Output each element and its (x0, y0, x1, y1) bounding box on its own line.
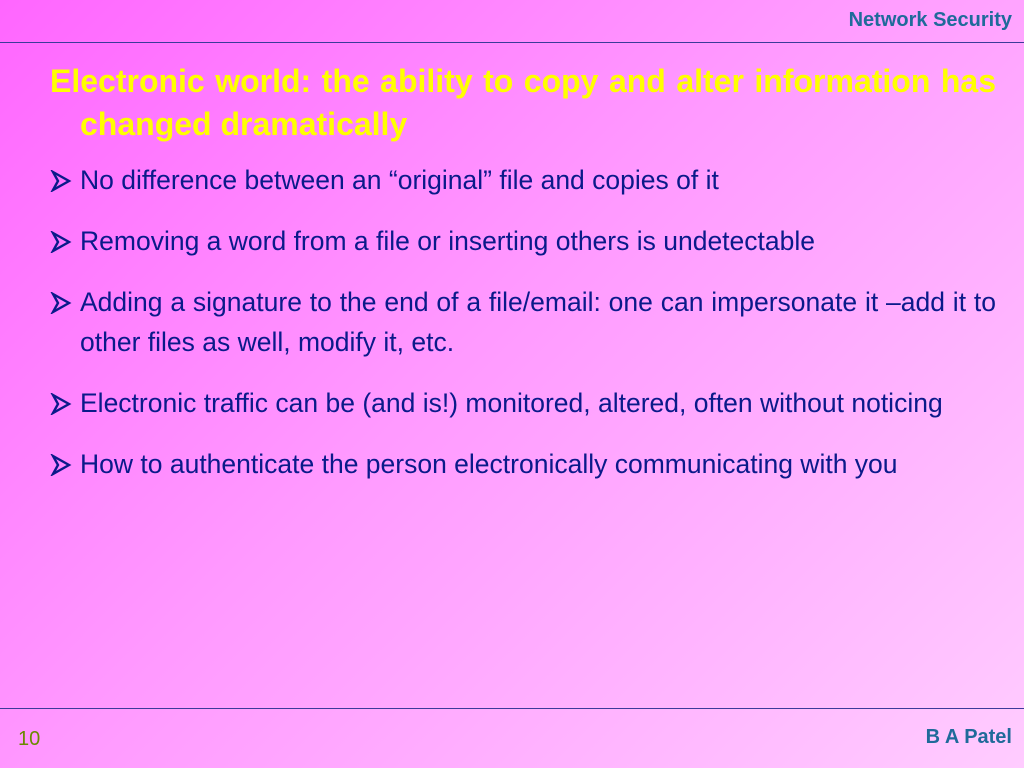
header-divider (0, 42, 1024, 43)
bullet-item (50, 221, 996, 261)
slide-content (50, 60, 996, 505)
bullet-text: Electronic traffic can be (and is!) monitored, altered, often without noticing (80, 388, 943, 418)
arrow-bullet-icon (50, 170, 72, 192)
bullet-item (50, 160, 996, 200)
bullet-item (50, 383, 996, 423)
bullet-list (50, 160, 996, 484)
arrow-bullet-icon (50, 231, 72, 253)
page-number: 10 (18, 728, 41, 750)
arrow-bullet-icon (50, 454, 72, 476)
bullet-item (50, 282, 996, 362)
bullet-item (50, 444, 996, 484)
bullet-text: No difference between an “original” file and copies of it (80, 165, 719, 195)
header-title: Network Security (848, 9, 1012, 31)
slide-heading: Electronic world: the ability to copy and alter information has changed dramatically (50, 63, 996, 142)
bullet-text: How to authenticate the person electronically communicating with you (80, 449, 898, 479)
arrow-bullet-icon (50, 393, 72, 415)
bullet-text: Adding a signature to the end of a file/email: one can impersonate it –add it to other files as well, modify it, etc. (80, 287, 996, 357)
footer-author: B A Patel (925, 726, 1012, 748)
bullet-text: Removing a word from a file or inserting others is undetectable (80, 226, 815, 256)
arrow-bullet-icon (50, 292, 72, 314)
footer-divider (0, 708, 1024, 709)
